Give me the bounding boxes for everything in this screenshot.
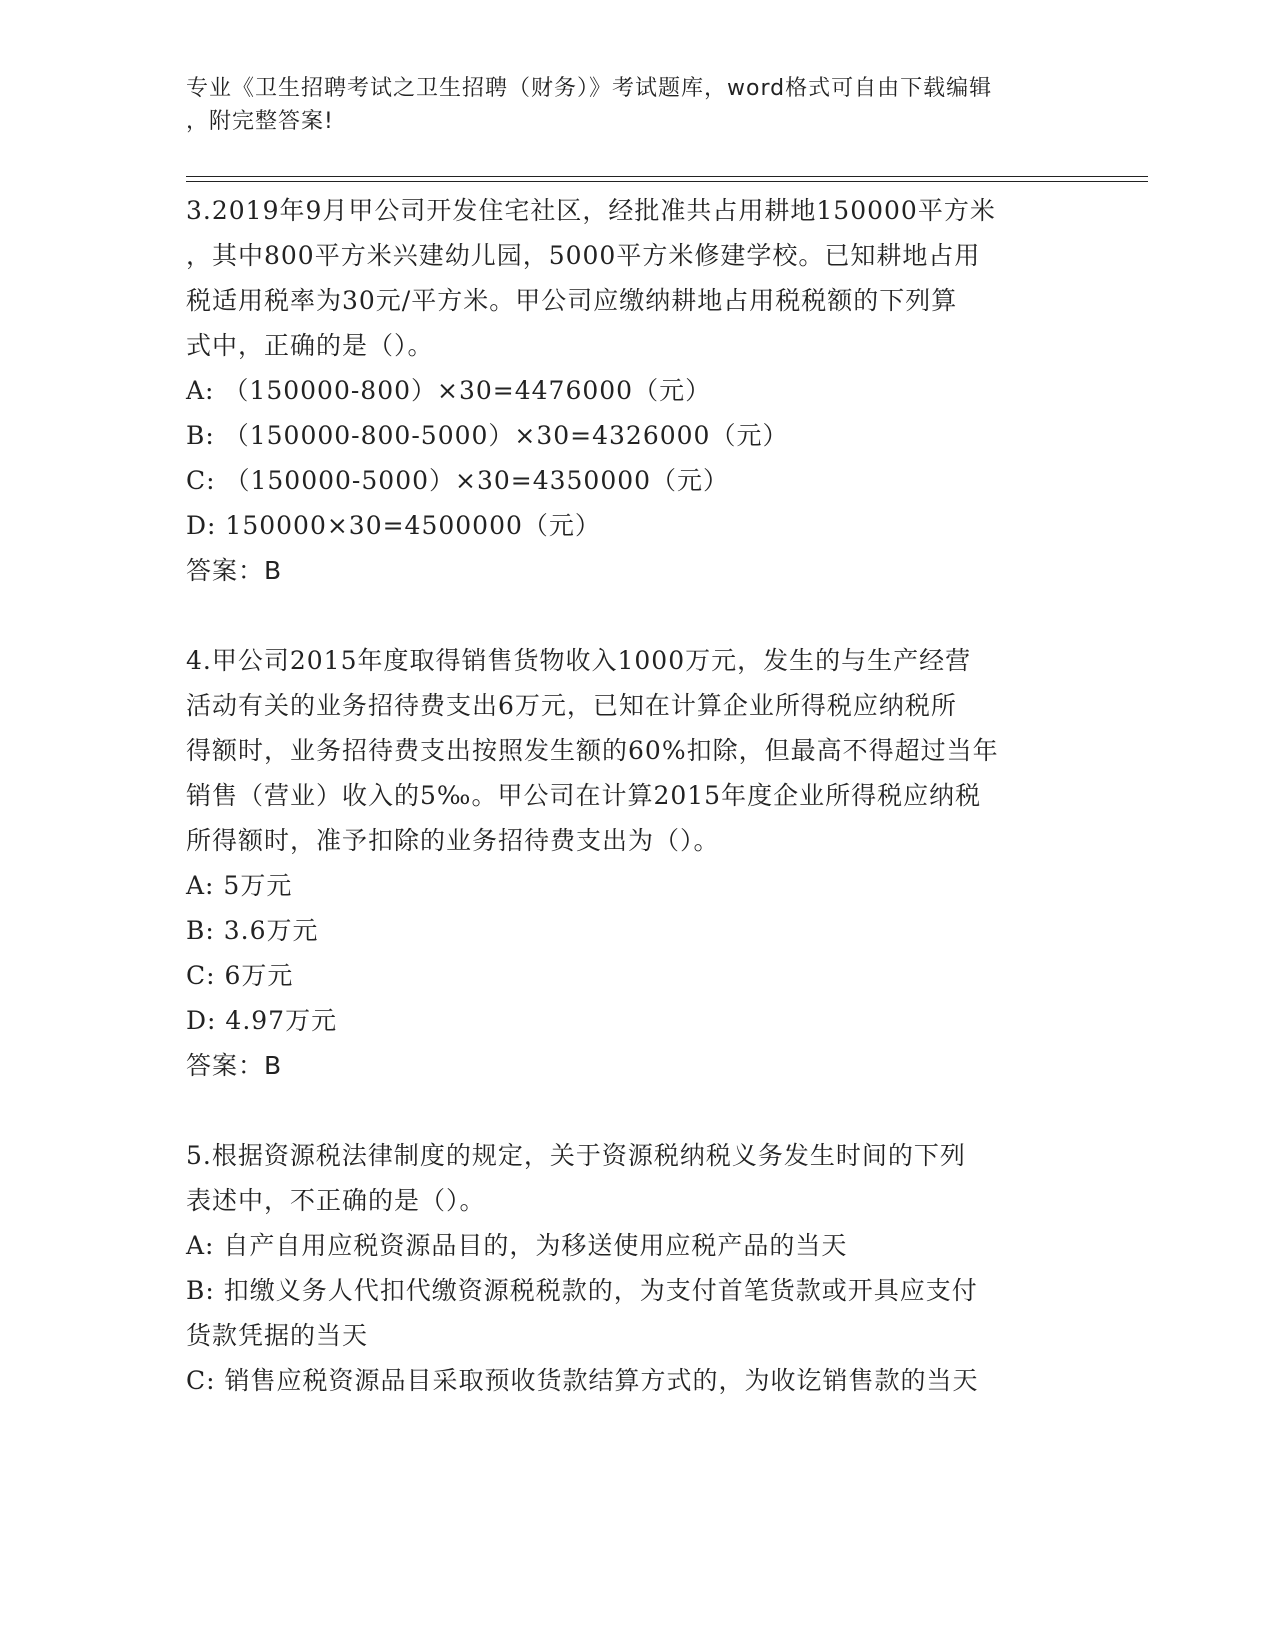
question-block (186, 1133, 1086, 1403)
question-stem-line: 活动有关的业务招待费支出6万元，已知在计算企业所得税应纳税所 (186, 691, 957, 720)
question-stem-line: ，其中800平方米兴建幼儿园，5000平方米修建学校。已知耕地占用 (186, 241, 981, 270)
option-d: D: 150000×30=4500000（元） (186, 511, 601, 540)
option-c: C: （150000-5000）×30=4350000（元） (186, 466, 730, 495)
option-c: C: 6万元 (186, 961, 294, 990)
option-d: D: 4.97万元 (186, 1006, 338, 1035)
document-header (186, 72, 1086, 138)
question-list (186, 188, 1086, 1403)
question-stem-line: 税适用税率为30元/平方米。甲公司应缴纳耕地占用税税额的下列算 (186, 286, 958, 315)
question-stem-line: 5.根据资源税法律制度的规定，关于资源税纳税义务发生时间的下列 (186, 1141, 966, 1170)
question-stem-line: 表述中，不正确的是（）。 (186, 1186, 486, 1215)
header-line: 专业《卫生招聘考试之卫生招聘（财务）》考试题库，word格式可自由下载编辑 (186, 76, 993, 101)
answer: 答案：B (186, 556, 283, 585)
option-b-continued: 货款凭据的当天 (186, 1321, 369, 1350)
question-stem-line: 销售（营业）收入的5‰。甲公司在计算2015年度企业所得税应纳税 (186, 781, 982, 810)
question-stem-line: 3.2019年9月甲公司开发住宅社区，经批准共占用耕地150000平方米 (186, 196, 996, 225)
header-line: ，附完整答案! (186, 109, 334, 134)
option-b: B: 3.6万元 (186, 916, 319, 945)
answer: 答案：B (186, 1051, 283, 1080)
question-block (186, 638, 1086, 1088)
header-divider (186, 181, 1148, 182)
option-a: A: 5万元 (186, 871, 293, 900)
question-stem-line: 得额时，业务招待费支出按照发生额的60%扣除，但最高不得超过当年 (186, 736, 999, 765)
header-divider (186, 176, 1148, 177)
question-stem-line: 4.甲公司2015年度取得销售货物收入1000万元，发生的与生产经营 (186, 646, 972, 675)
option-c: C: 销售应税资源品目采取预收货款结算方式的，为收讫销售款的当天 (186, 1366, 979, 1395)
option-a: A: （150000-800）×30=4476000（元） (186, 376, 712, 405)
question-block (186, 188, 1086, 593)
question-stem-line: 式中，正确的是（）。 (186, 331, 434, 360)
option-b: B: 扣缴义务人代扣代缴资源税税款的，为支付首笔货款或开具应支付 (186, 1276, 978, 1305)
option-a: A: 自产自用应税资源品目的，为移送使用应税产品的当天 (186, 1231, 848, 1260)
question-stem-line: 所得额时，准予扣除的业务招待费支出为（）。 (186, 826, 720, 855)
option-b: B: （150000-800-5000）×30=4326000（元） (186, 421, 789, 450)
